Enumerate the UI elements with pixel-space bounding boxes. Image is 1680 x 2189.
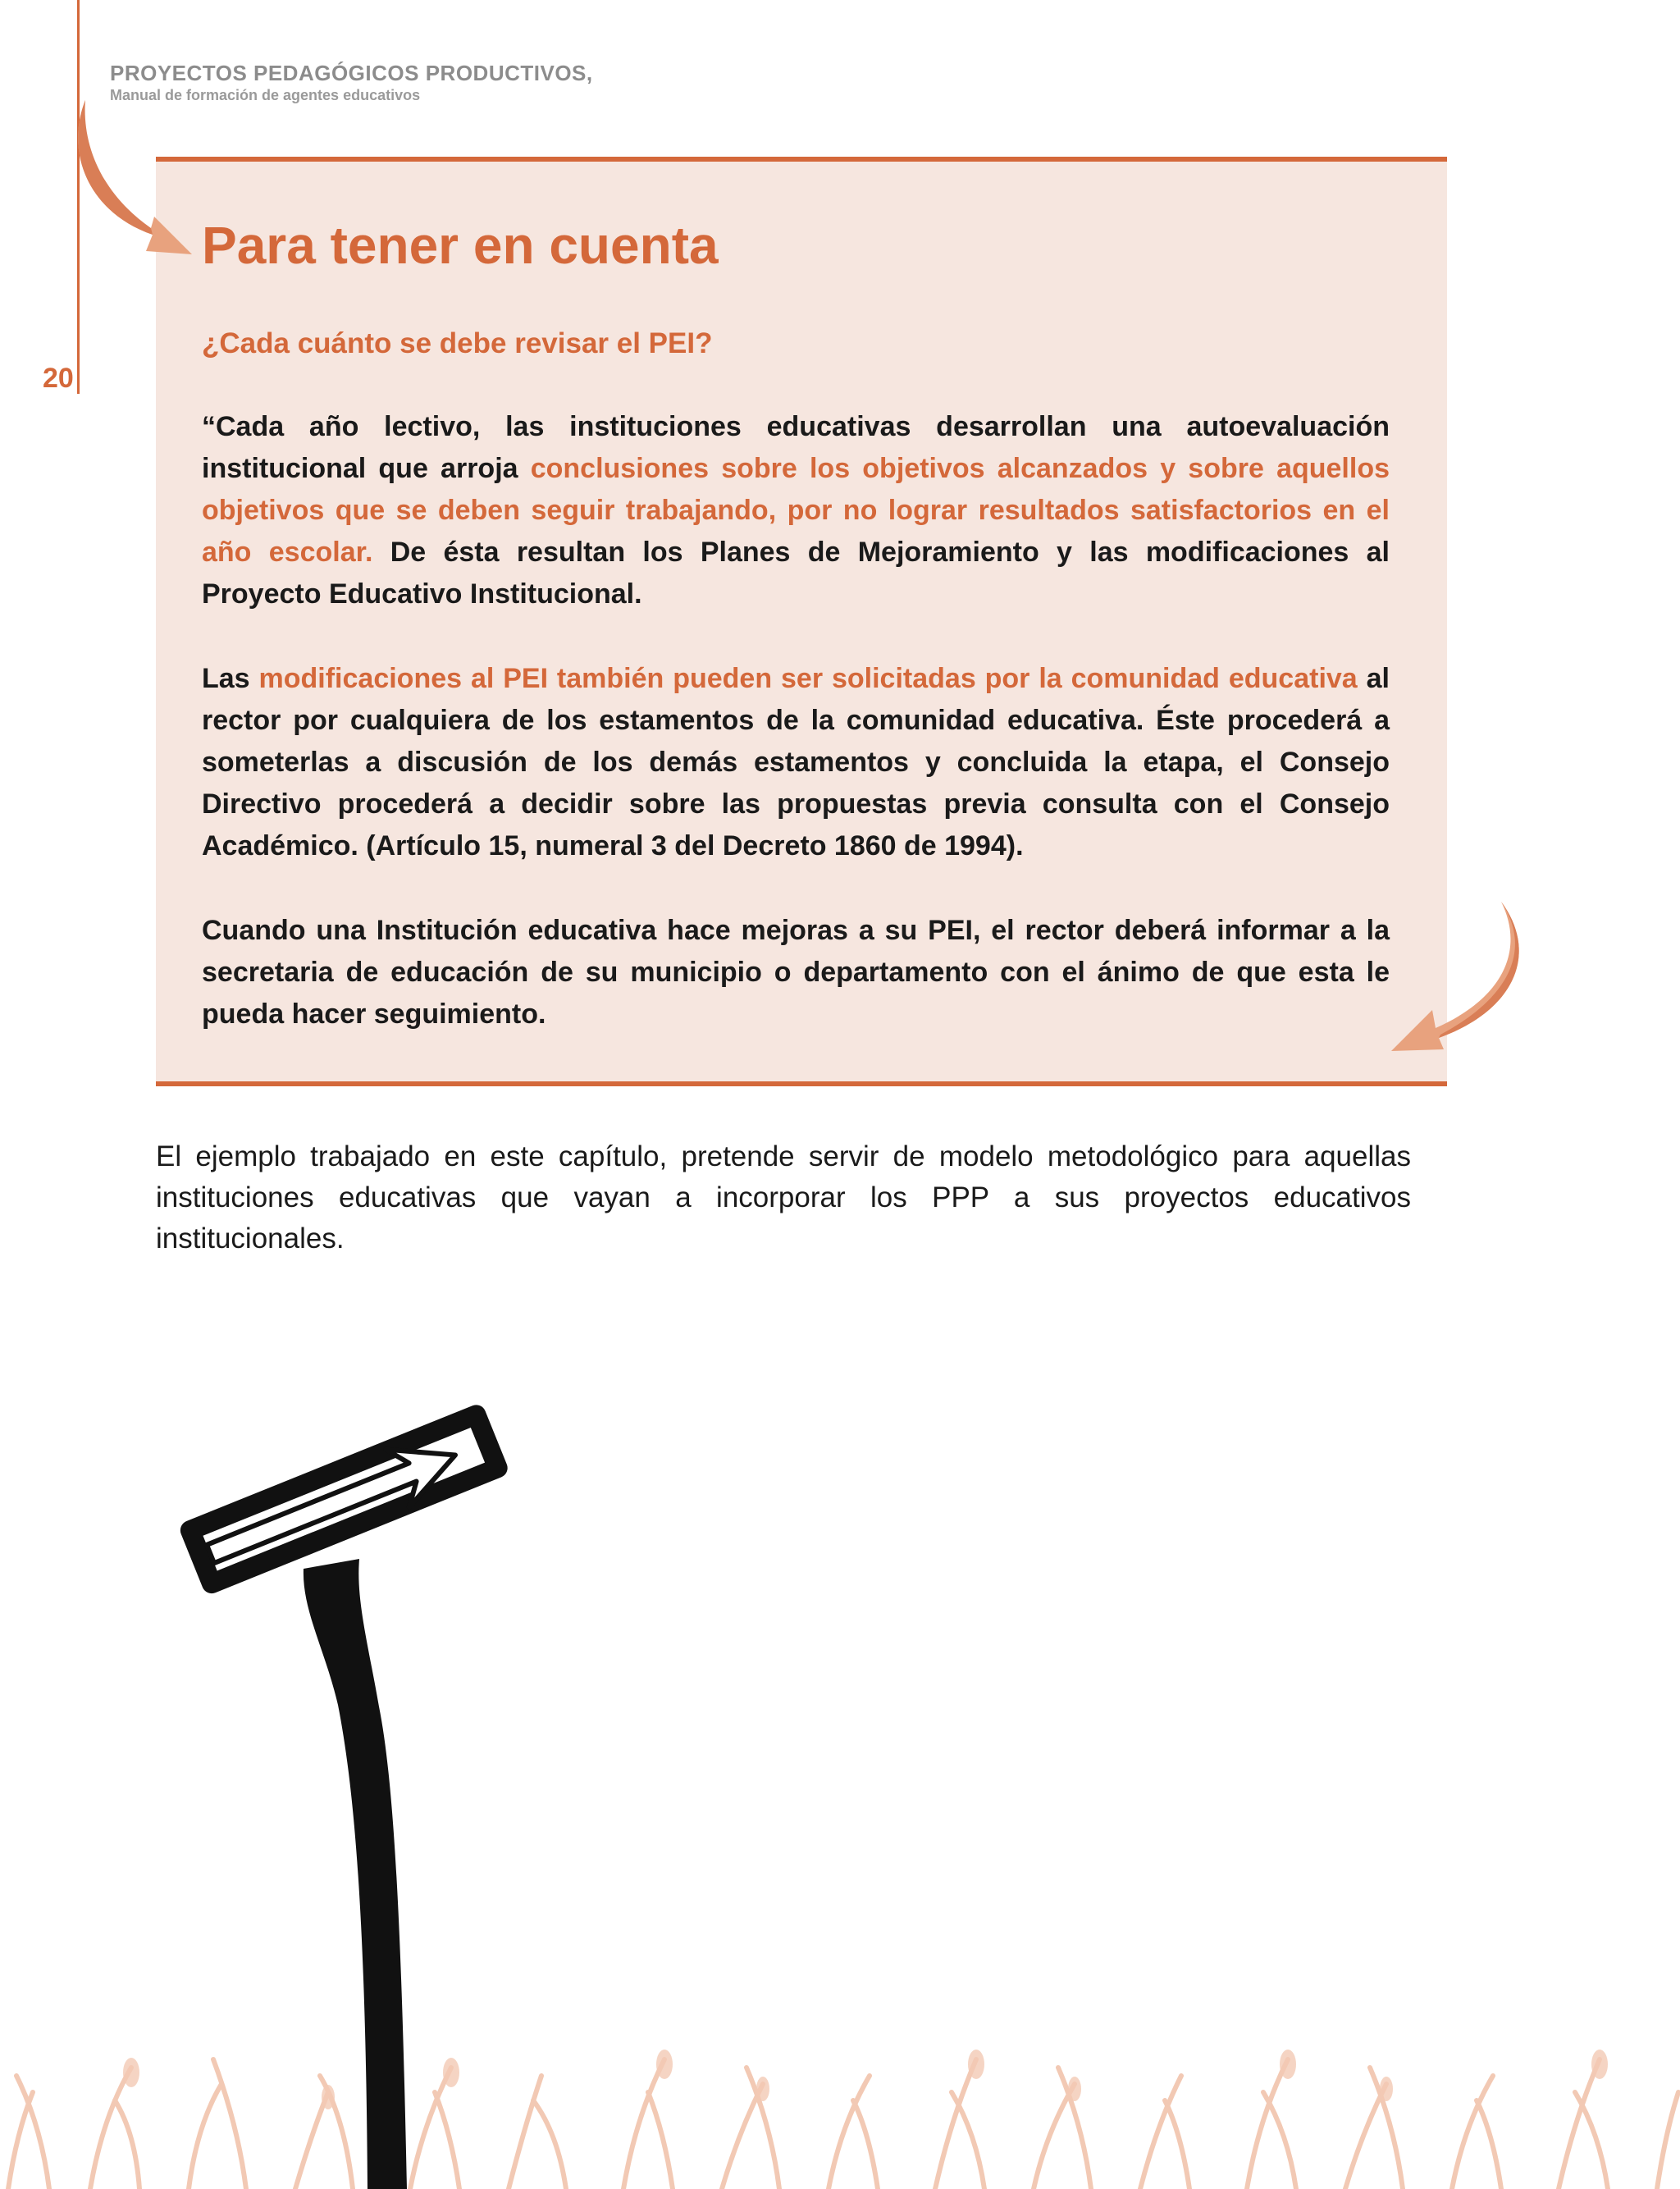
callout-question: ¿Cada cuánto se debe revisar el PEI? xyxy=(202,327,713,359)
paragraph-text: “Cada año lectivo, las instituciones educativas desarrollan una autoevaluación institucional que arroja xyxy=(202,411,1390,484)
highlighted-text: conclusiones sobre los objetivos alcanzados y sobre aquellos objetivos que se deben seguir trabajando, por no lograr resultados satisfactorios en el año escolar. xyxy=(202,453,1390,568)
callout-paragraph-1 xyxy=(202,406,1390,615)
curved-arrow-icon xyxy=(57,97,197,261)
running-header-subtitle: Manual de formación de agentes educativos xyxy=(110,87,421,103)
paragraph-text: al rector por cualquiera de los estamentos de la comunidad educativa. Éste procederá a someterlas a discusión de los demás estamentos y concluida la etapa, el Consejo Directivo procederá a decidir sobre las propuestas previa consulta con el Consejo Académico. (Artículo 15, numeral 3 del Decreto 1860 de 1994). xyxy=(202,663,1390,861)
callout-body xyxy=(202,406,1390,1078)
closing-paragraph: El ejemplo trabajado en este capítulo, pretende servir de modelo metodológico para aquellas instituciones educativas que vayan a incorporar los PPP a sus proyectos educativos institucionales. xyxy=(156,1140,1411,1254)
callout-paragraph-2 xyxy=(202,658,1390,867)
curved-arrow-icon xyxy=(1386,898,1526,1058)
paragraph-text: Las xyxy=(202,663,259,694)
callout-paragraph-3: Cuando una Institución educativa hace mejoras a su PEI, el rector deberá informar a la secretaria de educación de su municipio o departamento con el ánimo de que esta le pueda hacer seguimiento. xyxy=(202,915,1390,1030)
running-header-title: PROYECTOS PEDAGÓGICOS PRODUCTIVOS, xyxy=(110,61,593,85)
paragraph-text: De ésta resultan los Planes de Mejoramiento y las modificaciones al Proyecto Educativo Institucional. xyxy=(202,537,1390,610)
highlighted-text: modificaciones al PEI también pueden ser solicitadas por la comunidad educativa xyxy=(258,663,1358,694)
grass-illustration xyxy=(0,2043,1680,2189)
page-number: 20 xyxy=(43,363,74,394)
callout-box xyxy=(156,157,1447,1086)
callout-title: Para tener en cuenta xyxy=(202,216,719,275)
